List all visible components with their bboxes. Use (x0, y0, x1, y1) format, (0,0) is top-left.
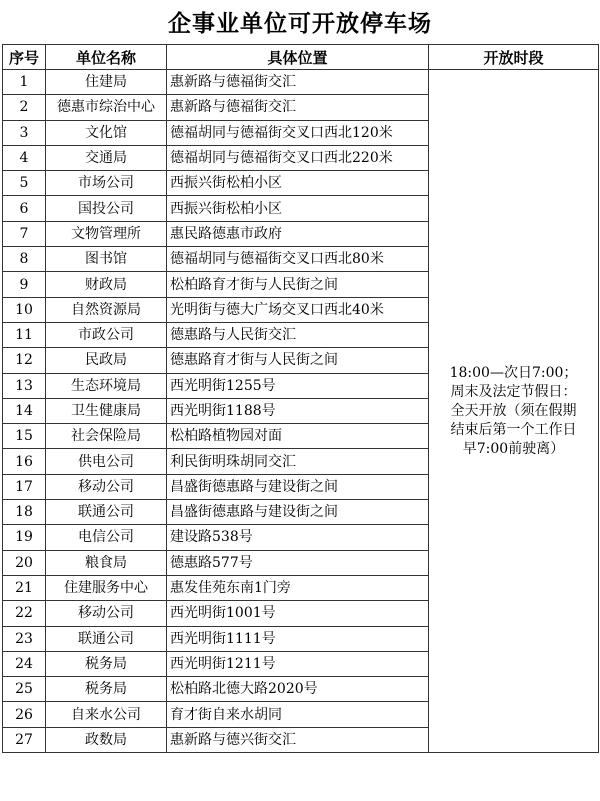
row-index: 17 (3, 474, 46, 499)
opening-hours-cell (429, 70, 599, 753)
row-location: 利民街明珠胡同交汇 (167, 449, 429, 474)
row-unit-name: 图书馆 (46, 247, 167, 272)
page-title: 企事业单位可开放停车场 (168, 11, 432, 37)
row-index: 21 (3, 575, 46, 600)
row-index: 25 (3, 677, 46, 702)
row-index: 2 (3, 95, 46, 120)
row-index: 20 (3, 550, 46, 575)
row-location: 松柏路植物园对面 (167, 424, 429, 449)
row-unit-name: 社会保险局 (46, 424, 167, 449)
opening-hours-line: 全天开放（须在假期 (450, 402, 577, 419)
row-location: 西光明街1255号 (167, 373, 429, 398)
row-unit-name: 生态环境局 (46, 373, 167, 398)
row-unit-name: 德惠市综治中心 (46, 95, 167, 120)
parking-table (2, 44, 599, 753)
row-index: 15 (3, 424, 46, 449)
row-location: 惠民路德惠市政府 (167, 221, 429, 246)
row-index: 6 (3, 196, 46, 221)
row-index: 18 (3, 500, 46, 525)
row-unit-name: 联通公司 (46, 500, 167, 525)
row-unit-name: 市场公司 (46, 171, 167, 196)
row-unit-name: 住建服务中心 (46, 575, 167, 600)
row-unit-name: 电信公司 (46, 525, 167, 550)
header-unit: 单位名称 (46, 45, 167, 70)
row-unit-name: 供电公司 (46, 449, 167, 474)
row-index: 10 (3, 297, 46, 322)
row-index: 3 (3, 120, 46, 145)
row-unit-name: 税务局 (46, 651, 167, 676)
row-unit-name: 财政局 (46, 272, 167, 297)
row-location: 昌盛街德惠路与建设街之间 (167, 500, 429, 525)
opening-hours-line: 结束后第一个工作日 (450, 421, 577, 438)
table-header-row (3, 45, 599, 70)
row-location: 西光明街1211号 (167, 651, 429, 676)
row-location: 德惠路与人民街交汇 (167, 322, 429, 347)
row-index: 26 (3, 702, 46, 727)
row-unit-name: 交通局 (46, 145, 167, 170)
row-index: 16 (3, 449, 46, 474)
row-index: 11 (3, 322, 46, 347)
row-index: 13 (3, 373, 46, 398)
row-location: 惠新路与德兴街交汇 (167, 727, 429, 752)
row-location: 西光明街1001号 (167, 601, 429, 626)
row-index: 24 (3, 651, 46, 676)
header-location: 具体位置 (167, 45, 429, 70)
row-index: 7 (3, 221, 46, 246)
header-hours: 开放时段 (429, 45, 599, 70)
row-location: 光明街与德大广场交叉口西北40米 (167, 297, 429, 322)
row-unit-name: 自然资源局 (46, 297, 167, 322)
row-location: 建设路538号 (167, 525, 429, 550)
row-location: 德福胡同与德福街交叉口西北80米 (167, 247, 429, 272)
row-unit-name: 税务局 (46, 677, 167, 702)
row-location: 德福胡同与德福街交叉口西北120米 (167, 120, 429, 145)
row-unit-name: 文化馆 (46, 120, 167, 145)
opening-hours-line: 18:00—次日7:00； (449, 364, 578, 381)
row-location: 德福胡同与德福街交叉口西北220米 (167, 145, 429, 170)
row-location: 惠新路与德福街交汇 (167, 95, 429, 120)
table-body (3, 70, 599, 753)
row-location: 惠发佳苑东南1门旁 (167, 575, 429, 600)
row-unit-name: 卫生健康局 (46, 398, 167, 423)
row-unit-name: 粮食局 (46, 550, 167, 575)
row-unit-name: 联通公司 (46, 626, 167, 651)
table-row (3, 70, 599, 95)
row-index: 9 (3, 272, 46, 297)
row-unit-name: 移动公司 (46, 601, 167, 626)
opening-hours-line: 周末及法定节假日： (450, 383, 577, 400)
row-unit-name: 国投公司 (46, 196, 167, 221)
row-index: 14 (3, 398, 46, 423)
row-index: 4 (3, 145, 46, 170)
row-unit-name: 市政公司 (46, 322, 167, 347)
header-idx: 序号 (3, 45, 46, 70)
row-index: 23 (3, 626, 46, 651)
row-location: 德惠路577号 (167, 550, 429, 575)
row-location: 松柏路育才街与人民街之间 (167, 272, 429, 297)
row-location: 西光明街1111号 (167, 626, 429, 651)
opening-hours-line: 早7:00前驶离） (462, 440, 565, 457)
row-location: 西振兴街松柏小区 (167, 196, 429, 221)
row-index: 8 (3, 247, 46, 272)
row-location: 松柏路北德大路2020号 (167, 677, 429, 702)
row-index: 27 (3, 727, 46, 752)
row-location: 德惠路育才街与人民街之间 (167, 348, 429, 373)
row-location: 昌盛街德惠路与建设街之间 (167, 474, 429, 499)
row-unit-name: 移动公司 (46, 474, 167, 499)
row-location: 惠新路与德福街交汇 (167, 70, 429, 95)
row-unit-name: 自来水公司 (46, 702, 167, 727)
row-location: 西振兴街松柏小区 (167, 171, 429, 196)
row-unit-name: 住建局 (46, 70, 167, 95)
row-index: 22 (3, 601, 46, 626)
row-location: 育才街自来水胡同 (167, 702, 429, 727)
row-index: 1 (3, 70, 46, 95)
row-index: 5 (3, 171, 46, 196)
row-unit-name: 文物管理所 (46, 221, 167, 246)
row-index: 12 (3, 348, 46, 373)
row-unit-name: 民政局 (46, 348, 167, 373)
row-index: 19 (3, 525, 46, 550)
row-unit-name: 政数局 (46, 727, 167, 752)
row-location: 西光明街1188号 (167, 398, 429, 423)
